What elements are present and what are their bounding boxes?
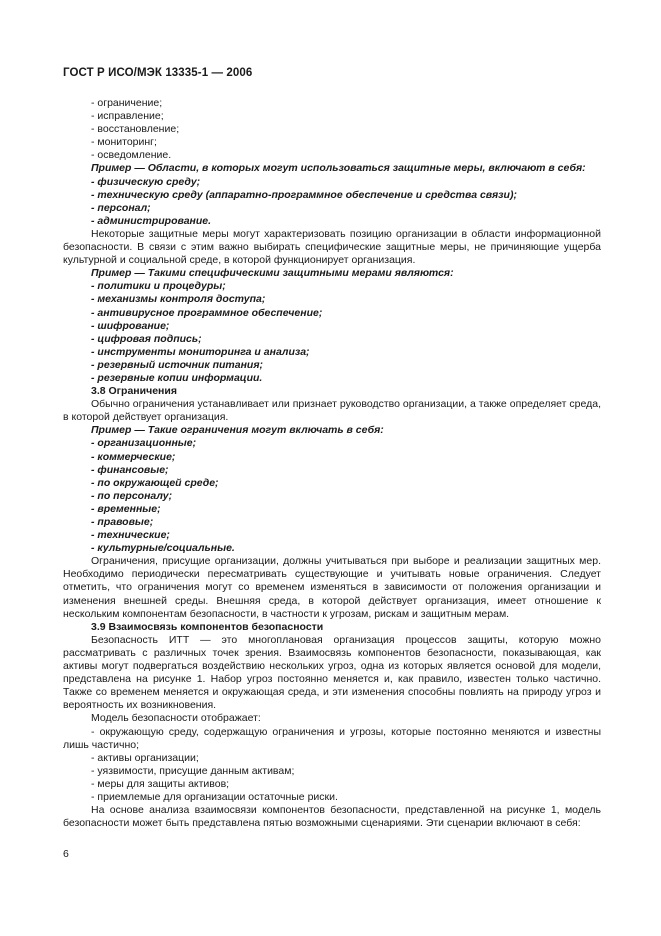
example-line: - финансовые;: [91, 463, 169, 476]
paragraph: - активы организации;: [91, 751, 199, 764]
example-line: - администрирование.: [91, 214, 212, 227]
example-line: - механизмы контроля доступа;: [91, 293, 266, 306]
section-heading: 3.9 Взаимосвязь компонентов безопасности: [91, 620, 324, 633]
example-line: - культурные/социальные.: [91, 542, 235, 555]
paragraph: На основе анализа взаимосвязи компонентов безопасности, представленной на рисунке 1, модель безопасности может быть представлена пятью возможными сценариями. Эти сценарии включают в себя:: [63, 804, 601, 830]
example-line: - антивирусное программное обеспечение;: [91, 306, 323, 319]
example-line: - организационные;: [91, 437, 197, 450]
example-line: - технические;: [91, 529, 170, 542]
paragraph: Обычно ограничения устанавливает или признает руководство организации, а также определяет среда, в которой действует организация.: [63, 398, 601, 424]
example-line: Пример — Такими специфическими защитными мерами являются:: [91, 267, 454, 280]
paragraph: - ограничение;: [91, 97, 163, 109]
paragraph: - меры для защиты активов;: [91, 777, 230, 790]
example-line: Пример — Области, в которых могут использоваться защитные меры, включают в себя:: [91, 162, 586, 175]
example-line: - временные;: [91, 502, 161, 515]
section-heading: 3.8 Ограничения: [91, 385, 177, 398]
example-line: - резервный источник питания;: [91, 358, 264, 371]
paragraph: Ограничения, присущие организации, должны учитываться при выборе и реализации защитных мер. Необходимо периодически пересматривать существующие и учитывать новые ограничения. Следует отметить, что ограничения могут со временем изменяться в зависимости от положения организации и изменения внешней среды. Внешняя среда, в которой действует организация, имеет отношение к нескольким компонентам безопасности, в частности к угрозам, рискам и защитным мерам.: [63, 555, 601, 620]
example-line: - коммерческие;: [91, 450, 176, 463]
example-line: - техническую среду (аппаратно-программное обеспечение и средства связи);: [91, 188, 517, 201]
page-number: 6: [63, 848, 69, 860]
example-line: - цифровая подпись;: [91, 332, 202, 345]
example-line: - по персоналу;: [91, 489, 173, 502]
paragraph: Некоторые защитные меры могут характеризовать позицию организации в области информационной безопасности. В связи с этим важно выбирать специфические защитные меры, не причиняющие ущерба культурной и социальной среде, в которой функционирует организация.: [63, 227, 601, 267]
example-line: - шифрование;: [91, 319, 170, 332]
example-line: - политики и процедуры;: [91, 280, 226, 293]
paragraph: Модель безопасности отображает:: [91, 712, 261, 725]
paragraph: - осведомление.: [91, 149, 172, 162]
example-line: - резервные копии информации.: [91, 371, 263, 384]
example-line: - инструменты мониторинга и анализа;: [91, 345, 310, 358]
example-line: - физическую среду;: [91, 175, 201, 188]
document-header: ГОСТ Р ИСО/МЭК 13335-1 — 2006: [63, 67, 253, 79]
example-line: - персонал;: [91, 201, 151, 214]
paragraph: - приемлемые для организации остаточные риски.: [91, 790, 338, 803]
paragraph: Безопасность ИТТ — это многоплановая организация процессов защиты, которую можно рассматривать с различных точек зрения. Взаимосвязь компонентов безопасности, показывающая, как активы могут подвергаться воздействию нескольких угроз, одна из которых является основой для модели, представлена на рисунке 1. Набор угроз постоянно меняется и, как правило, известен только частично. Также со временем меняется и окружающая среда, и эти изменения способны повлиять на природу угроз и вероятность их возникновения.: [63, 633, 601, 712]
document-body: [63, 97, 601, 830]
paragraph: - восстановление;: [91, 123, 180, 136]
paragraph: - окружающую среду, содержащую ограничения и угрозы, которые постоянно меняются и известны лишь частично;: [63, 725, 601, 751]
example-line: Пример — Такие ограничения могут включать в себя:: [91, 424, 384, 437]
paragraph: - исправление;: [91, 110, 164, 123]
paragraph: - уязвимости, присущие данным активам;: [91, 764, 295, 777]
paragraph: - мониторинг;: [91, 136, 157, 149]
example-line: - правовые;: [91, 516, 154, 528]
example-line: - по окружающей среде;: [91, 476, 219, 489]
